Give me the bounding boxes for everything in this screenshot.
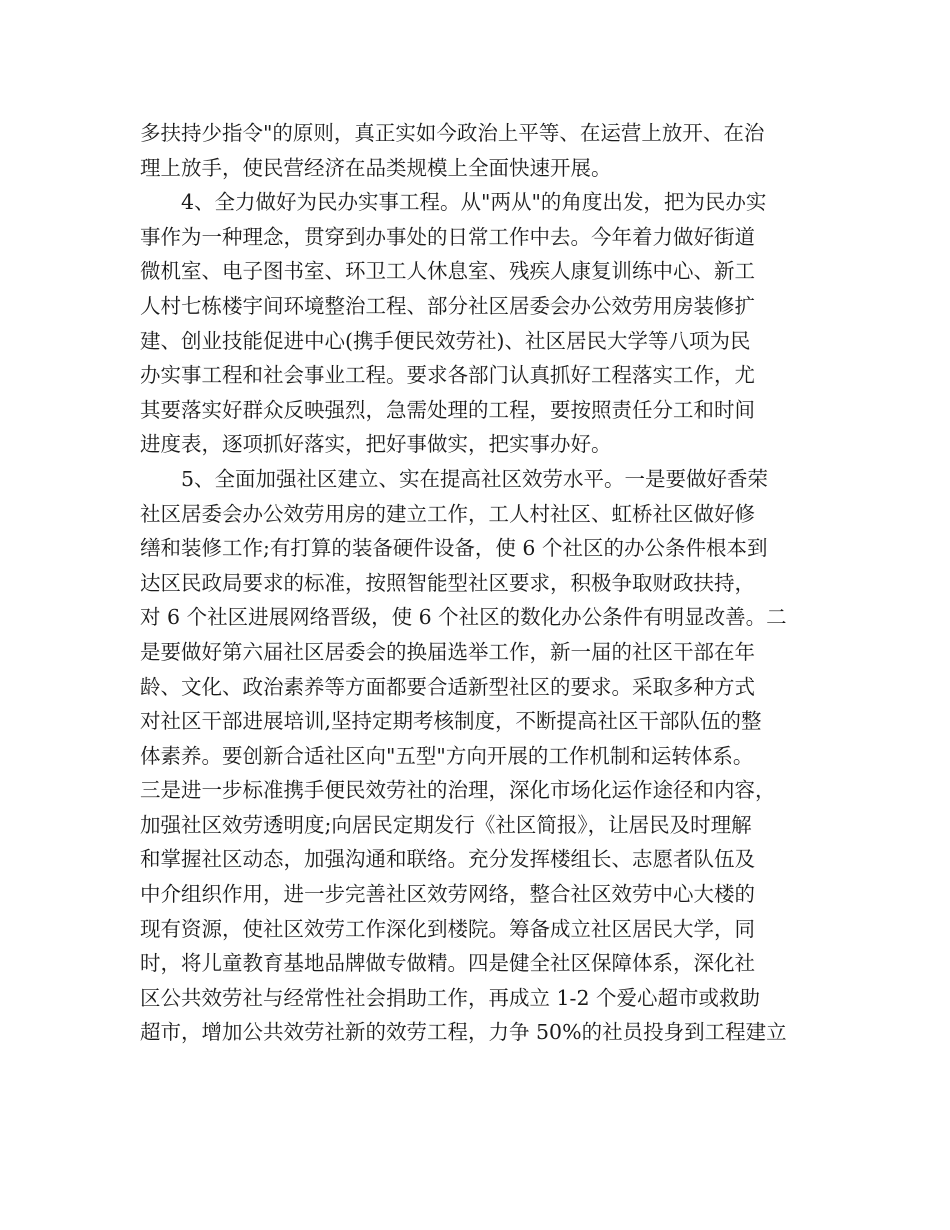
text-line: 现有资源，使社区效劳工作深化到楼院。筹备成立社区居民大学，同 (140, 916, 755, 941)
paragraph-item-5 (140, 462, 820, 1050)
text-line: 对社区干部进展培训,坚持定期考核制度，不断提高社区干部队伍的整 (140, 709, 762, 734)
text-line: 人村七栋楼宇间环境整治工程、部分社区居委会办公效劳用房装修扩 (140, 293, 755, 318)
text-line: 社区居委会办公效劳用房的建立工作，工人村社区、虹桥社区做好修 (140, 501, 755, 526)
text-line: 体素养。要创新合适社区向"五型"方向开展的工作机制和运转体系。 (140, 743, 754, 768)
document-body (140, 116, 820, 1050)
paragraph-continuation (140, 116, 820, 185)
text-line: 中介组织作用，进一步完善社区效劳网络，整合社区效劳中心大楼的 (140, 882, 755, 907)
text-line: 三是进一步标准携手便民效劳社的治理，深化市场化运作途径和内容， (140, 778, 776, 803)
text-line: 进度表，逐项抓好落实，把好事做实，把实事办好。 (140, 432, 612, 457)
text-line: 办实事工程和社会事业工程。要求各部门认真抓好工程落实工作，尤 (140, 363, 755, 388)
text-line: 建、创业技能促进中心(携手便民效劳社)、社区居民大学等八项为民 (140, 328, 751, 353)
text-line: 区公共效劳社与经常性社会捐助工作，再成立 1-2 个爱心超市或救助 (140, 985, 761, 1010)
text-line: 时，将儿童教育基地品牌做专做精。四是健全社区保障体系，深化社 (140, 951, 755, 976)
text-line: 多扶持少指令"的原则，真正实如今政治上平等、在运营上放开、在治 (140, 121, 765, 145)
text-line: 4、全力做好为民办实事工程。从"两从"的角度出发，把为民办实 (181, 190, 767, 215)
paragraph-item-4 (140, 185, 820, 462)
text-line: 龄、文化、政治素养等方面都要合适新型社区的要求。采取多种方式 (140, 674, 755, 699)
text-line: 其要落实好群众反映强烈，急需处理的工程，要按照责任分工和时间 (140, 397, 755, 422)
text-line: 缮和装修工作;有打算的装备硬件设备，使 6 个社区的办公条件根本到 (140, 536, 768, 561)
text-line: 微机室、电子图书室、环卫工人休息室、残疾人康复训练中心、新工 (140, 259, 755, 284)
text-line: 事作为一种理念，贯穿到办事处的日常工作中去。今年着力做好街道 (140, 224, 755, 249)
text-line: 和掌握社区动态，加强沟通和联络。充分发挥楼组长、志愿者队伍及 (140, 847, 755, 872)
text-line: 达区民政局要求的标准，按照智能型社区要求，积极争取财政扶持， (140, 570, 755, 595)
text-line: 理上放手，使民营经济在品类规模上全面快速开展。 (140, 155, 612, 180)
text-line: 加强社区效劳透明度;向居民定期发行《社区简报》，让居民及时理解 (140, 812, 752, 837)
text-line: 是要做好第六届社区居委会的换届选举工作，新一届的社区干部在年 (140, 639, 755, 664)
text-line: 对 6 个社区进展网络晋级，使 6 个社区的数化办公条件有明显改善。二 (140, 605, 787, 630)
text-line: 超市，增加公共效劳社新的效劳工程，力争 50%的社员投身到工程建立 (140, 1020, 787, 1045)
text-line: 5、全面加强社区建立、实在提高社区效劳水平。一是要做好香荣 (181, 466, 769, 491)
